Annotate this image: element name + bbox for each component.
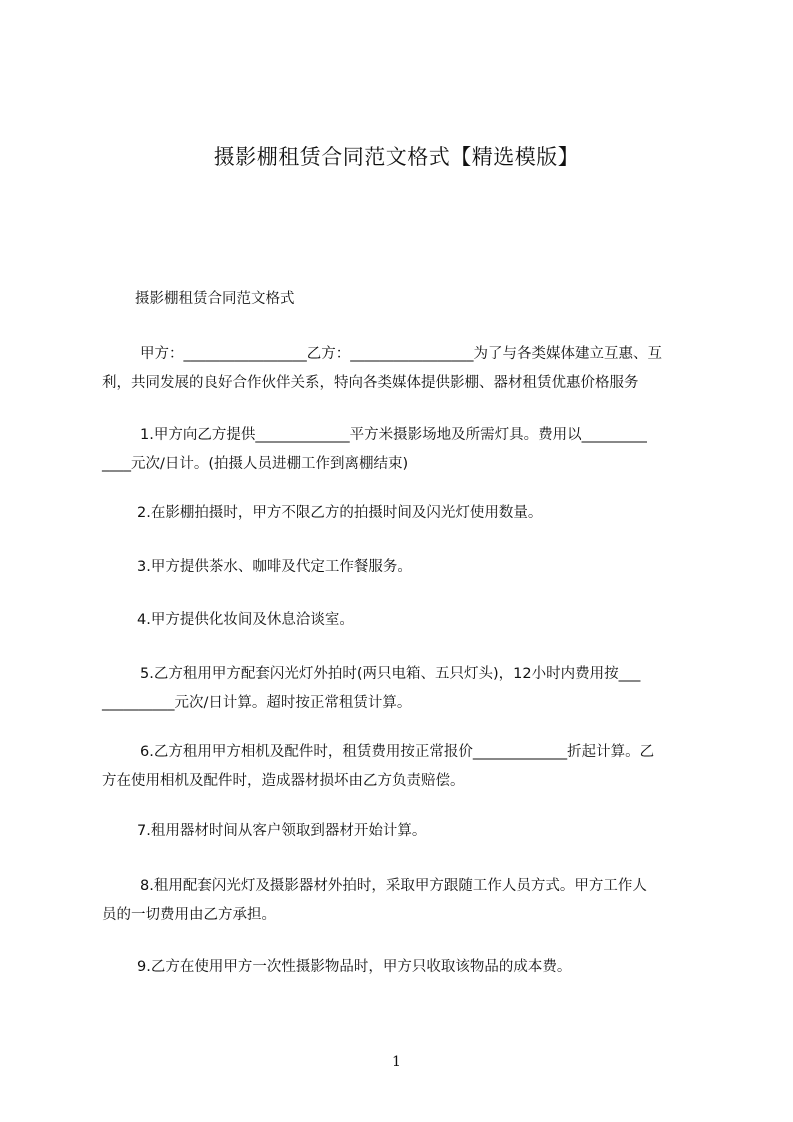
clause-2 [102, 499, 707, 528]
subtitle-text: 摄影棚租赁合同范文格式 [135, 291, 295, 307]
clause-5 [102, 660, 707, 718]
parties-line-2: 利，共同发展的良好合作伙伴关系，特向各类媒体提供影棚、器材租赁优惠价格服务 [102, 375, 639, 391]
clause-3 [102, 553, 707, 582]
parties-paragraph [102, 340, 707, 398]
clause-9-line-1: 9.乙方在使用甲方一次性摄影物品时，甲方只收取该物品的成本费。 [137, 959, 572, 975]
clause-7-line-1: 7.租用器材时间从客户领取到器材开始计算。 [137, 823, 427, 839]
clause-4-line-1: 4.甲方提供化妆间及休息洽谈室。 [137, 612, 354, 628]
clause-2-line-1: 2.在影棚拍摄时，甲方不限乙方的拍摄时间及闪光灯使用数量。 [137, 505, 543, 521]
clause-5-line-1: 5.乙方租用甲方配套闪光灯外拍时(两只电箱、五只灯头)，12小时内费用按___ [140, 666, 641, 682]
clause-4 [102, 606, 707, 635]
clause-8-line-1: 8.租用配套闪光灯及摄影器材外拍时，采取甲方跟随工作人员方式。甲方工作人 [140, 878, 647, 894]
clause-1-line-2: ____元次/日计。(拍摄人员进棚工作到离棚结束) [102, 456, 409, 472]
clause-6-line-2: 方在使用相机及配件时，造成器材损坏由乙方负责赔偿。 [102, 773, 465, 789]
clause-1-line-1: 1.甲方向乙方提供_____________平方米摄影场地及所需灯具。费用以_________ [140, 427, 647, 443]
clause-7 [102, 817, 707, 846]
clause-8 [102, 872, 707, 930]
clause-6-line-1: 6.乙方租用甲方相机及配件时，租赁费用按正常报价_____________折起计算。乙 [140, 744, 655, 760]
clause-6 [102, 738, 707, 796]
clause-5-line-2: __________元次/日计算。超时按正常租赁计算。 [102, 695, 412, 711]
clause-3-line-1: 3.甲方提供茶水、咖啡及代定工作餐服务。 [137, 559, 412, 575]
clause-8-line-2: 员的一切费用由乙方承担。 [102, 907, 276, 923]
subtitle [102, 285, 740, 314]
document-title: 摄影棚租赁合同范文格式【精选模版】 [213, 145, 580, 169]
parties-line-1: 甲方：_________________乙方：_________________为了与各类媒体建立互惠、互 [140, 346, 662, 362]
clause-9 [102, 953, 707, 982]
clause-1 [102, 421, 707, 479]
page-number: 1 [392, 1054, 401, 1070]
